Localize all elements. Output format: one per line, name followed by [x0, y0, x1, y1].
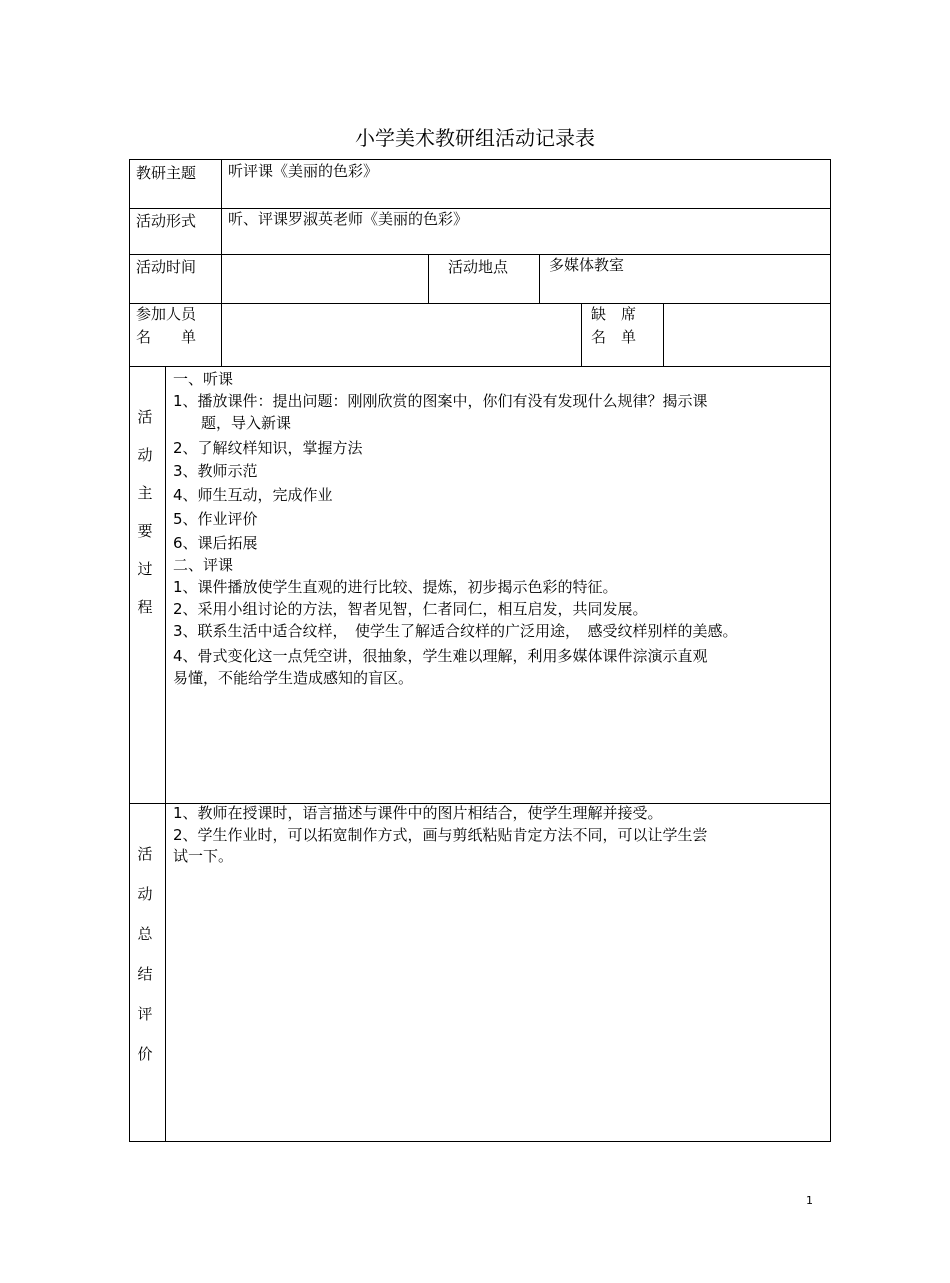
- process-line: 4、骨式变化这一点凭空讲，很抽象，学生难以理解，利用多媒体课件淙演示直观: [173, 647, 708, 665]
- summary-label-char: 结: [137, 965, 153, 983]
- process-line: 2、采用小组讨论的方法，智者见智，仁者同仁，相互启发，共同发展。: [173, 600, 648, 618]
- process-content: [173, 368, 738, 689]
- process-label-char: 动: [137, 446, 153, 464]
- process-label: [135, 406, 155, 634]
- form-value: 听、评课罗淑英老师《美丽的色彩》: [228, 210, 469, 228]
- topic-value: 听评课《美丽的色彩》: [228, 162, 379, 180]
- process-label-char: 主: [137, 484, 153, 502]
- process-line: 3、联系生活中适合纹样， 使学生了解适合纹样的广泛用途， 感受纹样别样的美感。: [173, 622, 738, 640]
- summary-content: [173, 802, 708, 868]
- participants-row: [129, 303, 831, 367]
- summary-label-char: 动: [137, 885, 153, 903]
- place-value: 多媒体教室: [549, 256, 625, 274]
- topic-label: 教研主题: [136, 164, 197, 182]
- process-line: 易懂，不能给学生造成感知的盲区。: [173, 669, 414, 687]
- process-label-char: 活: [137, 408, 153, 426]
- summary-label-char: 总: [137, 925, 153, 943]
- process-line: 二、评课: [173, 556, 234, 574]
- summary-line: 1、教师在授课时，语言描述与课件中的图片相结合，使学生理解并接受。: [173, 804, 663, 822]
- page-number: 1: [806, 1194, 813, 1207]
- summary-line: 试一下。: [173, 847, 234, 865]
- process-line: 3、教师示范: [173, 462, 258, 480]
- summary-label: [135, 843, 155, 1083]
- participants-label-line1: 参加人员: [136, 305, 197, 323]
- participants-label-line2: 名 单: [136, 328, 197, 346]
- process-line: 5、作业评价: [173, 510, 258, 528]
- process-label-char: 要: [137, 522, 153, 540]
- process-line: 1、播放课件：提出问题：刚刚欣赏的图案中，你们有没有发现什么规律？揭示课: [173, 392, 708, 410]
- summary-line: 2、学生作业时，可以拓宽制作方式，画与剪纸粘贴肯定方法不同，可以让学生尝: [173, 826, 708, 844]
- absent-label-line2: 名 单: [591, 328, 637, 346]
- process-label-char: 程: [137, 598, 153, 616]
- absent-label-line1: 缺 席: [591, 305, 637, 323]
- process-line: 6、课后拓展: [173, 534, 258, 552]
- process-line: 2、了解纹样知识，掌握方法: [173, 439, 363, 457]
- summary-label-char: 评: [137, 1005, 153, 1023]
- time-label: 活动时间: [136, 258, 197, 276]
- process-line: 题，导入新课: [186, 414, 292, 432]
- summary-label-char: 价: [137, 1045, 153, 1063]
- process-line: 4、师生互动，完成作业: [173, 486, 333, 504]
- process-line: 1、课件播放使学生直观的进行比较、提炼，初步揭示色彩的特征。: [173, 578, 618, 596]
- process-label-char: 过: [137, 560, 153, 578]
- summary-label-char: 活: [137, 845, 153, 863]
- form-label: 活动形式: [136, 212, 197, 230]
- document-title: 小学美术教研组活动记录表: [355, 126, 595, 150]
- process-line: 一、听课: [173, 370, 234, 388]
- place-label: 活动地点: [448, 258, 509, 276]
